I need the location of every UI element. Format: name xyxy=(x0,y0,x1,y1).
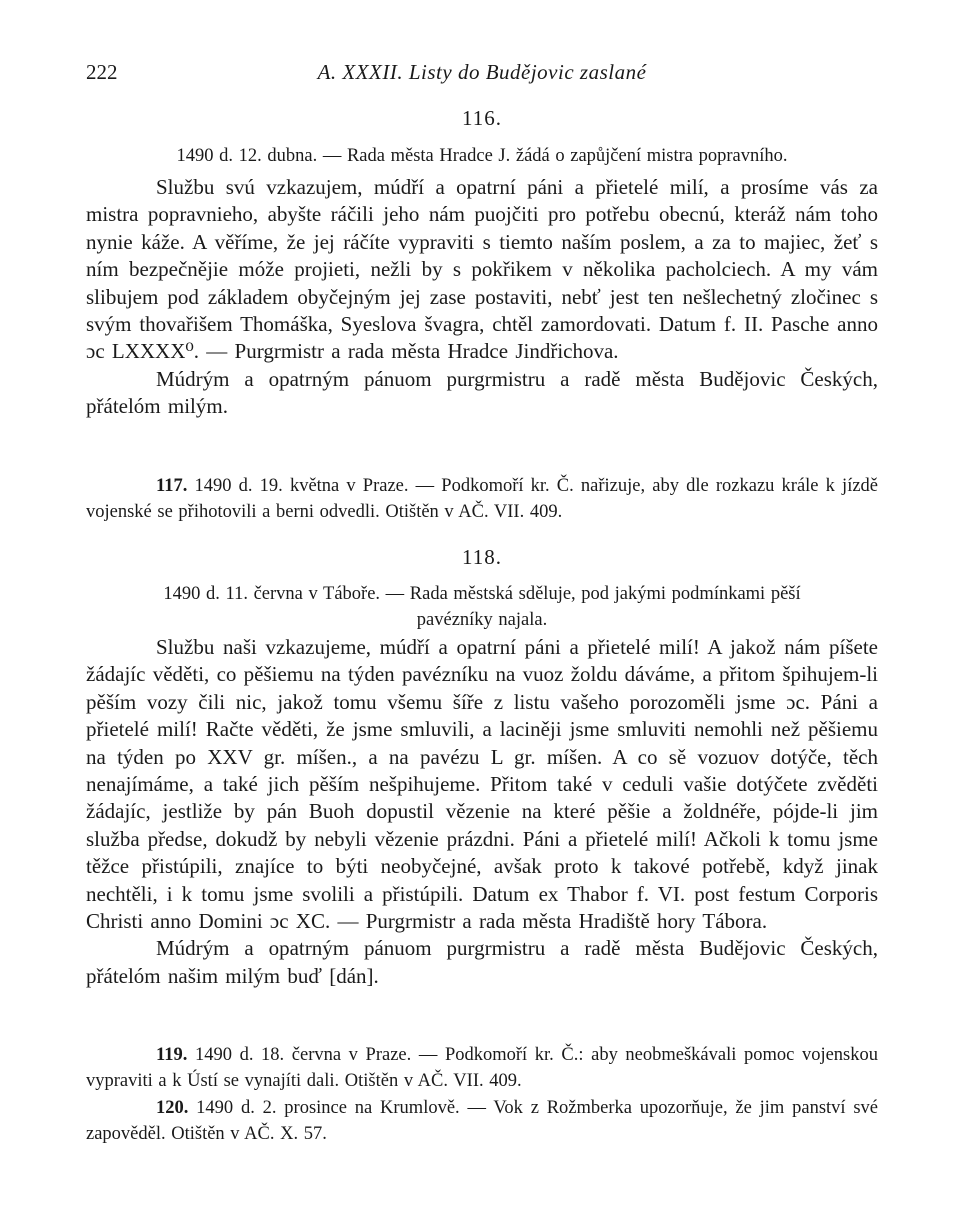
document-regest: 1490 d. 12. dubna. — Rada města Hradce J. žádá o zapůjčení mistra popravního. xyxy=(176,146,788,166)
document-text: Službu svú vzkazujem, múdří a opatrní páni a přietelé milí, a prosíme vás za mistra popravnieho, abyšte ráčili jeho nám puojčiti pro potřebu obecnú, kteráž nám toho nynie káže. A věříme, že jej ráčíte vypraviti s tiemto naším poslem, a za to majiec, žeť s ním bezpečnějie móže projieti, nežli by s pokřikem v několika pacholciech. A my vám slibujem pod základem obyčejným jej zase postaviti, nebť jest ten nešlechetný zločinec s svým thovařišem Thomáška, Syeslova švagra, chtěl zamordovati. Datum f. II. Pasche anno ɔc LXXXX⁰. — Purgrmistr a rada města Hradce Jindřichova. xyxy=(86,175,878,364)
running-title: A. XXXII. Listy do Budějovic zaslané xyxy=(317,60,647,84)
document-summary-text: 1490 d. 18. června v Praze. — Podkomoří kr. Č.: aby neobmeškávali pomoc vojenskou vypraviti a k Ústí se vynajíti dali. Otištěn v AČ. VII. 409. xyxy=(86,1045,878,1091)
document-116-regest-block xyxy=(86,143,878,169)
document-116 xyxy=(86,106,878,131)
page-header xyxy=(86,60,878,90)
document-number: 118. xyxy=(462,545,502,569)
document-118 xyxy=(86,545,878,570)
document-summary xyxy=(86,1042,878,1094)
document-summary-text: 1490 d. 19. května v Praze. — Podkomoří kr. Č. nařizuje, aby dle rozkazu krále k jízdě vojenské se přihotovili a berni odvedli. Otištěn v AČ. VII. 409. xyxy=(86,476,879,522)
document-regest: 1490 d. 11. června v Táboře. — Rada městská sděluje, pod jakými podmínkami pěší pavézníky najala. xyxy=(163,584,801,630)
document-117 xyxy=(86,473,878,525)
document-page xyxy=(86,0,878,1217)
document-text: Službu naši vzkazujeme, múdří a opatrní páni a přietelé milí! A jakož nám píšete žádajíc věděti, co pěšiemu na týden pavézníku na vuoz žoldu dáváme, a přitom špihujem-li pěším vozy čili nic, jakož tomu všemu šíře z listu vašeho porozoměli jsme ɔc. Páni a přietelé milí! Račte věděti, že jsme smluvili, a laciněji jsme smluviti nemohli než pěšiemu na týden po XXV gr. míšen., a na pavézu L gr. míšen. A co sě vozuov dotýče, těch nenajímáme, a také jich pěším nešpihujeme. Přitom také v ceduli vašie dotýčete zvěděti žádajíc, jestliže by pán Buoh dopustil vězenie na které pěšie a žoldnéře, pójde-li jim služba předse, dokudž by nebyli vězenie prázdni. Páni a přietelé milí! Ačkoli k tomu jsme těžce přistúpili, znajíce to býti neobyčejné, avšak proto k takové potřebě, když jinak nechtěli, i k tomu jsme svolili a přistúpili. Datum ex Thabor f. VI. post festum Corporis Christi anno Domini ɔc XC. — Purgrmistr a rada města Hradiště hory Tábora. xyxy=(86,635,878,934)
document-address: Múdrým a opatrným pánuom purgrmistru a radě města Budějovic Českých, přátelóm našim milým buď [dán]. xyxy=(86,936,878,988)
document-number: 116. xyxy=(462,106,502,130)
document-number: 120. xyxy=(156,1098,189,1118)
document-number: 117. xyxy=(156,476,188,496)
document-116-body xyxy=(86,174,878,421)
document-summary-text: 1490 d. 2. prosince na Krumlově. — Vok z Rožmberka upozorňuje, že jim panství své zapověděl. Otištěn v AČ. X. 57. xyxy=(86,1098,879,1144)
document-address: Múdrým a opatrným pánuom purgrmistru a radě města Budějovic Českých, přátelóm milým. xyxy=(86,366,878,419)
document-number: 119. xyxy=(156,1045,188,1065)
document-119 xyxy=(86,1042,878,1094)
document-summary xyxy=(86,473,878,525)
document-summary xyxy=(86,1095,878,1147)
document-118-regest-block xyxy=(86,581,878,633)
document-120 xyxy=(86,1095,878,1147)
document-118-body xyxy=(86,634,878,990)
page-number: 222 xyxy=(86,60,118,84)
